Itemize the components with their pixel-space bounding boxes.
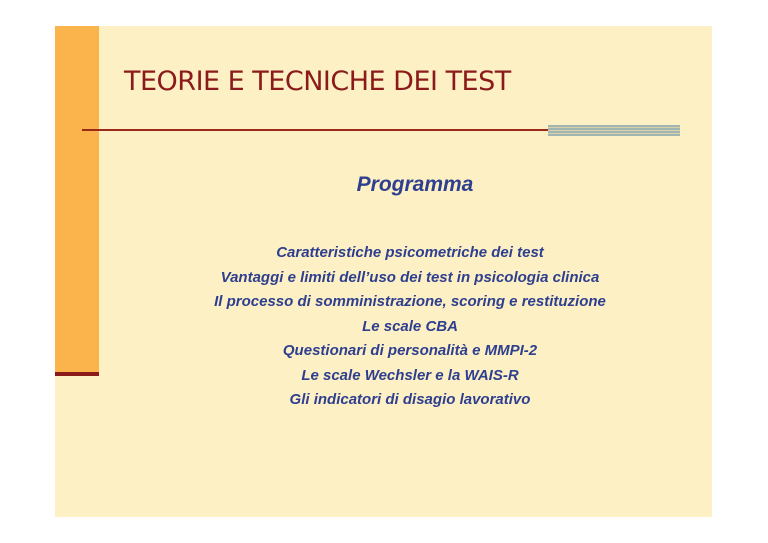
topic-item: Il processo di somministrazione, scoring e restituzione <box>214 293 606 310</box>
slide-title: TEORIE E TECNICHE DEI TEST <box>124 66 511 97</box>
side-accent-bar-foot <box>55 372 99 376</box>
topic-item: Le scale Wechsler e la WAIS-R <box>301 366 519 384</box>
topic-item: Vantaggi e limiti dell’uso dei test in psicologia clinica <box>220 268 600 286</box>
topic-item: Questionari di personalità e MMPI-2 <box>282 342 538 359</box>
title-divider-line <box>82 129 550 131</box>
slide-subtitle: Programma <box>356 173 474 196</box>
topic-item: Le scale CBA <box>362 317 458 335</box>
title-divider-accent <box>548 125 680 136</box>
topic-item: Caratteristiche psicometriche dei test <box>276 244 544 261</box>
topic-item: Gli indicatori di disagio lavorativo <box>289 391 531 408</box>
side-accent-bar <box>55 26 99 375</box>
topic-list <box>130 241 690 413</box>
